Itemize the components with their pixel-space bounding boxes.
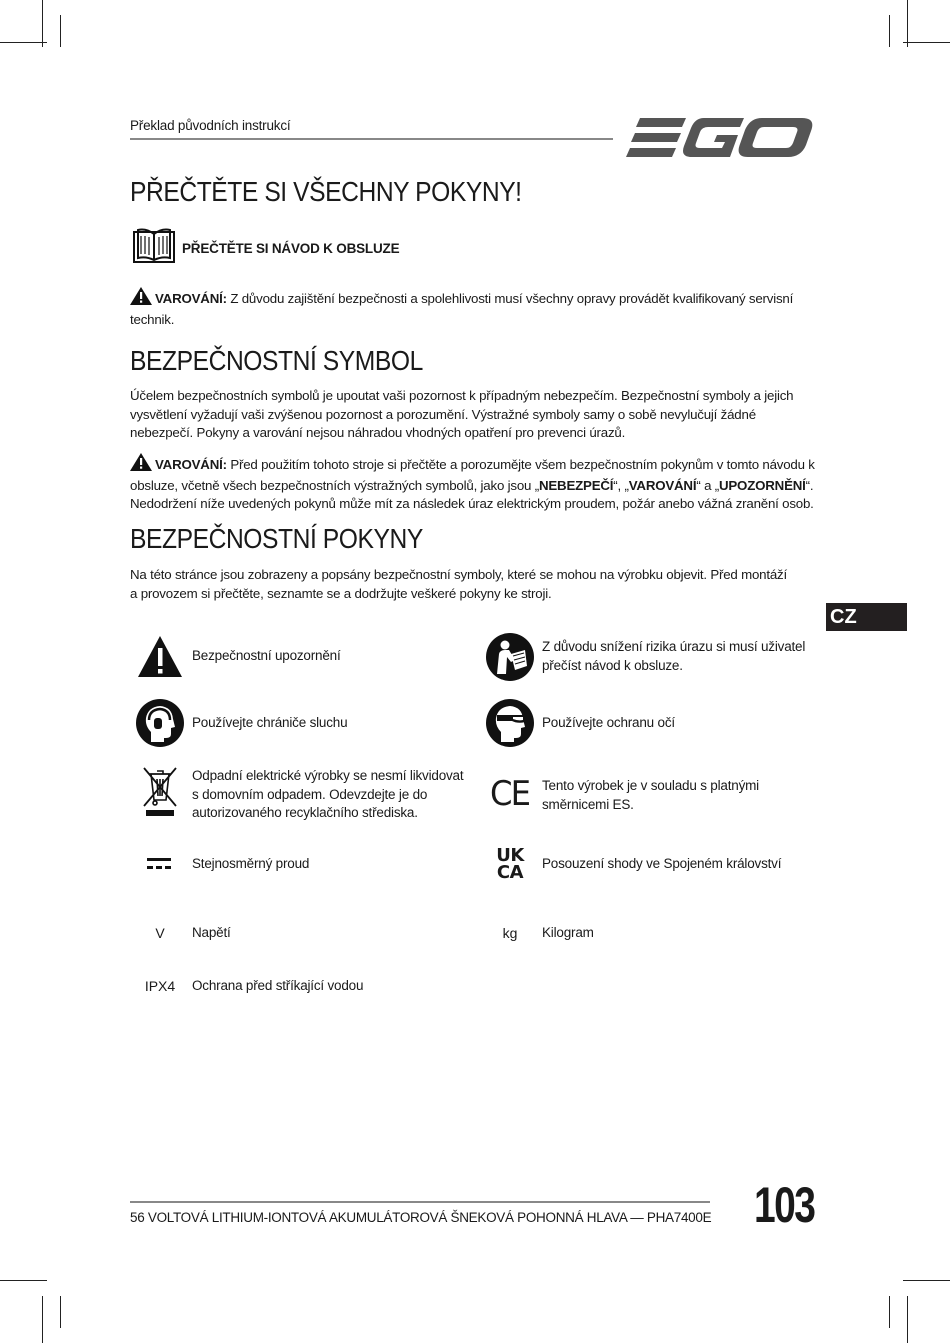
keyword-caution: UPOZORNĚNÍ [718,477,806,493]
warning-triangle-icon [130,453,152,477]
warning-text: Z důvodu zajištění bezpečnosti a spolehlivosti musí všechny opravy provádět kvalifikovaný servisní technik. [130,291,794,327]
ce-mark-icon [484,768,536,820]
symbol-ipx4-text: Ochrana před stříkající vodou [192,978,364,993]
volt-symbol [134,907,186,959]
ipx4-symbol [134,960,186,1012]
symbol-dc-text: Stejnosměrný proud [192,856,310,871]
kg-glyph: kg [502,925,518,941]
symbol-volt-text: Napětí [192,925,231,940]
crop-mark [903,1280,950,1281]
footer-rule [130,1201,710,1203]
crossed-bin-icon [134,765,186,817]
ce-mark-glyph: CE [490,774,530,814]
symbol-ear-text: Používejte chrániče sluchu [192,715,348,730]
crop-mark [60,15,61,47]
crop-mark [0,42,47,43]
keyword-warning: VAROVÁNÍ [628,477,697,493]
header-rule [130,138,613,140]
eye-protection-icon [484,697,536,749]
crop-mark [907,1296,908,1343]
ipx4-glyph: IPX4 [144,978,176,994]
symbol-eye-text: Používejte ochranu očí [542,715,675,730]
symbol-ce-text: Tento výrobek je v souladu s platnými směrnicemi ES. [542,778,759,812]
symbol-kg-text: Kilogram [542,925,594,940]
volt-glyph: V [155,925,165,941]
section-title-safety-instructions: BEZPEČNOSTNÍ POKYNY [130,523,423,554]
ukca-glyph-top: UK [496,845,524,866]
direct-current-icon [134,838,186,890]
crop-mark [907,0,908,47]
crop-mark [889,1296,890,1328]
page-number: 103 [754,1177,815,1233]
symbol-weee-text: Odpadní elektrické výrobky se nesmí likvidovat s domovním odpadem. Odevzdejte je do autorizovaného recyklačního střediska. [192,768,464,820]
open-book-icon [130,226,178,271]
read-manual-row [130,226,399,271]
language-tab: CZ [826,603,907,631]
footer-product-name: 56 VOLTOVÁ LITHIUM-IONTOVÁ AKUMULÁTOROVÁ ŠNEKOVÁ POHONNÁ HLAVA — PHA7400E [130,1210,712,1225]
ego-logo [626,116,814,165]
kilogram-symbol [484,907,536,959]
symbol-ukca-text: Posouzení shody ve Spojeném království [542,856,782,871]
read-manual-icon [484,631,536,683]
keyword-danger: NEBEZPEČÍ [538,477,614,493]
ukca-glyph-bottom: CA [496,862,524,883]
ear-protection-icon [134,697,186,749]
symbol-alert-text: Bezpečnostní upozornění [192,648,341,663]
warning-service [130,287,820,329]
separator: “ a „ [696,477,719,493]
warning-label: VAROVÁNÍ: [155,291,227,306]
section-title-safety-symbol: BEZPEČNOSTNÍ SYMBOL [130,345,423,376]
safety-instructions-intro: Na této stránce jsou zobrazeny a popsány bezpečnostní symboly, které se mohou na výrobku objevit. Před montáží a provozem si přečtěte, seznamte se a dodržujte veškeré pokyny ke stroji. [130,567,787,601]
read-manual-label: PŘEČTĚTE SI NÁVOD K OBSLUZE [182,241,400,256]
warning-read-instructions [130,453,820,514]
header-subtitle: Překlad původních instrukcí [130,118,291,133]
crop-mark [42,0,43,47]
warning-text: “. Nedodržení níže uvedených pokynů může mít za následek úraz elektrickým proudem, požár anebo vážná zranění osob. [130,477,814,511]
crop-mark [60,1296,61,1328]
page-title: PŘEČTĚTE SI VŠECHNY POKYNY! [130,176,522,207]
crop-mark [889,15,890,47]
separator: “, „ [613,477,629,493]
crop-mark [903,42,950,43]
warning-text: Před použitím tohoto stroje si přečtěte a porozumějte všem bezpečnostním pokynům v tomto návodu k obsluze, včetně všech bezpečnostních výstražných symbolů, jako jsou „ [130,457,815,493]
symbol-manual-text: Z důvodu snížení rizika úrazu si musí uživatel přečíst návod k obsluze. [542,639,806,673]
crop-mark [0,1280,47,1281]
warning-triangle-icon [130,287,152,311]
crop-mark [42,1296,43,1343]
safety-symbol-intro: Účelem bezpečnostních symbolů je upoutat vaši pozornost k případným nebezpečím. Bezpečnostní symboly a jejich vysvětlení vyžadují vaši zvýšenou pozornost a porozumění. Výstražné symboly samy o sobě nevylučují žádné nebezpečí. Pokyny a varování nejsou náhradou vhodných opatření pro prevenci úrazů. [130,388,794,440]
ukca-mark-icon [484,838,536,890]
warning-triangle-icon [134,631,186,683]
warning-label: VAROVÁNÍ: [155,457,227,472]
